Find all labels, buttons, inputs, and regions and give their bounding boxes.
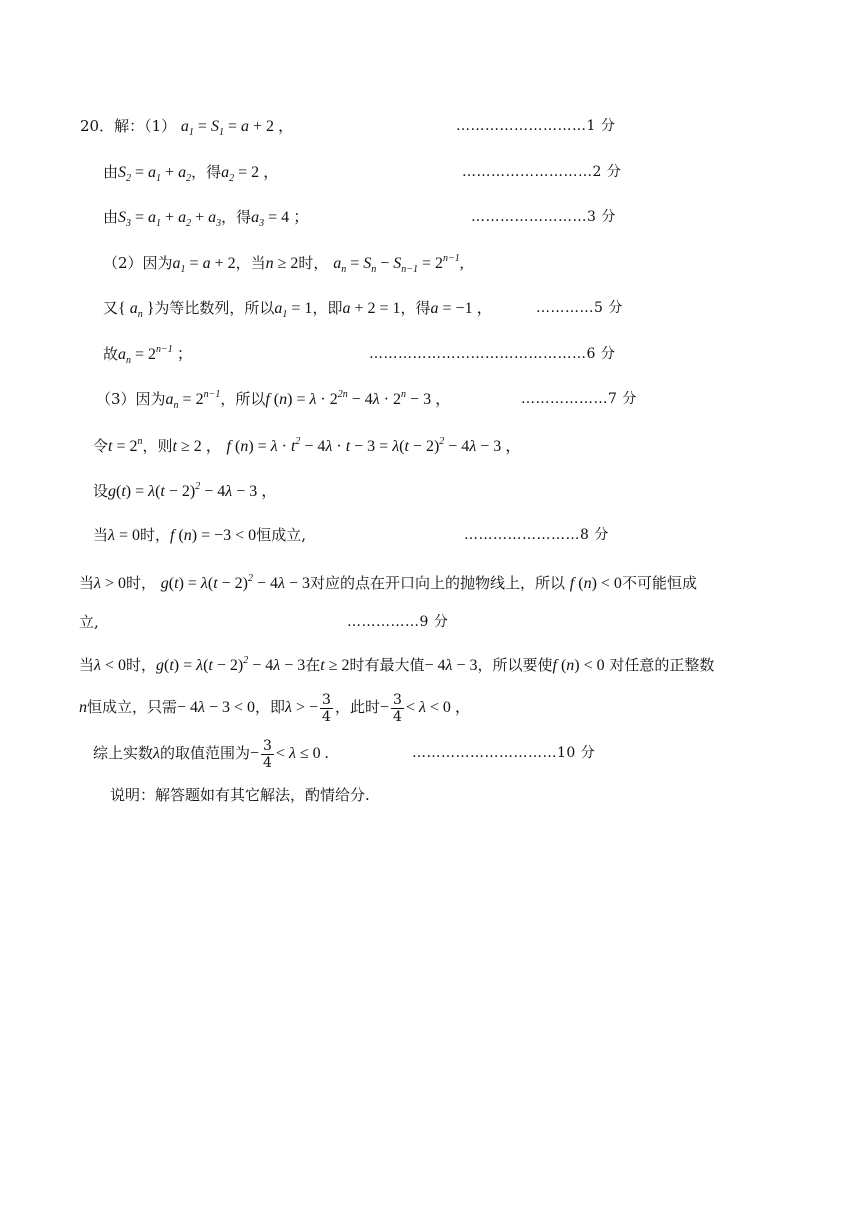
- score-8: ……………………8 分: [464, 527, 609, 543]
- problem-number: 20．解：: [80, 117, 145, 135]
- line-14: n恒成立，只需− 4λ − 3 < 0，即λ > − $\frac{3}{4}$ ，此时− $\frac{3}{4}$ < λ < 0 ，: [79, 691, 471, 725]
- note: 说明：解答题如有其它解法，酌情给分.: [110, 786, 370, 804]
- line-4: （2）因为$a_1 = a + 2$，当n ≥ 2时， $a_n = S_n - S_{n-1} = 2^{n-1}$,: [103, 253, 464, 275]
- line-6: 故$a_n = 2^{n-1}$ ；: [103, 344, 193, 366]
- line-8: 令$t = 2^n$，则t ≥ 2 ， f $(n) = \lambda \cdot t^2 - 4\lambda \cdot t - 3 = \lambda(t - 2)^2 - 4\lambda - 3$ ，: [93, 436, 522, 455]
- line-7: （3）因为$a_n = 2^{n-1}$，所以f $(n) = \lambda \cdot 2^{2n} - 4\lambda \cdot 2^n - 3$ ，: [96, 389, 452, 411]
- score-3: ……………………3 分: [471, 209, 616, 225]
- score-10: …………………………10 分: [412, 745, 596, 761]
- fraction: $\frac{3}{4}$: [263, 737, 272, 771]
- line-13: 当λ < 0时，$g(t) = \lambda(t - 2)^2 - 4\lambda - 3$在t ≥ 2时有最大值− 4λ − 3，所以要使f (n) < 0 对任意的正整数: [79, 655, 715, 674]
- line-12: 立,: [79, 613, 99, 631]
- score-7: ………………7 分: [521, 391, 637, 407]
- line-2: 由$S_2 = a_1 + a_2$，得$a_2 = 2$ ，: [103, 163, 280, 184]
- line-15: 综上实数λ的取值范围为− $\frac{3}{4}$ < λ ≤ 0 .: [93, 737, 329, 771]
- line-3: 由$S_3 = a_1 + a_2 + a_3$，得$a_3 = 4$ ；: [103, 208, 310, 229]
- score-9: ……………9 分: [347, 614, 449, 630]
- formula-a1: $a_1 = S_1 = a + 2$ ，: [180, 118, 295, 138]
- score-1: ………………………1 分: [456, 118, 616, 134]
- line-11: 当λ > 0时， $g(t) = \lambda(t - 2)^2 - 4\lambda - 3$对应的点在开口向上的抛物线上，所以 f (n) < 0不可能恒成: [79, 573, 697, 592]
- line-1: 20．解：（1） $a_1 = S_1 = a + 2$ ，: [80, 117, 295, 138]
- line-10: 当λ = 0时，f (n) = −3 < 0恒成立,: [93, 526, 306, 544]
- score-2: ………………………2 分: [462, 164, 622, 180]
- line-5: 又{ $a_n$ }为等比数列，所以$a_1 = 1$，即a + 2 = 1，得a = −1 ，: [103, 299, 493, 320]
- score-5: …………5 分: [536, 300, 623, 316]
- line-9: 设$g(t) = \lambda(t - 2)^2 - 4\lambda - 3$ ，: [93, 481, 278, 500]
- fraction: $\frac{3}{4}$: [393, 691, 402, 725]
- score-6: ………………………………………6 分: [369, 346, 616, 362]
- fraction: $\frac{3}{4}$: [322, 691, 331, 725]
